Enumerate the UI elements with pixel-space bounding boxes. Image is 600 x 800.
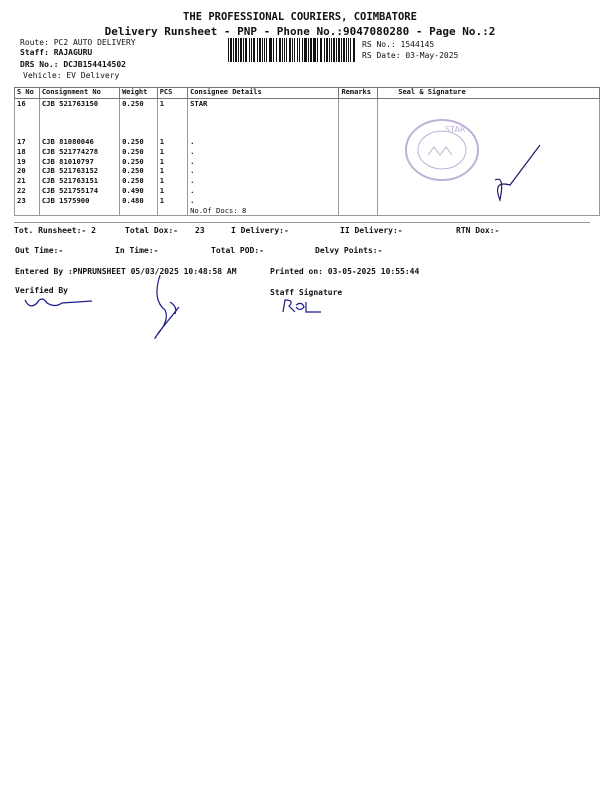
cell-sno: 22 [15,186,40,196]
cell-pcs: 1 [157,176,187,186]
printed-on: Printed on: 03-05-2025 10:55:44 [270,267,420,276]
cell-details: STAR [188,99,339,138]
staff-signature-label: Staff Signature [270,288,343,297]
verified-by: Verified By [15,286,68,295]
col-remarks: Remarks [339,88,378,99]
cell-details: . [188,186,339,196]
cell-details: . [188,157,339,167]
cell-wt: 0.250 [120,147,158,157]
cell-cn: CJB 1575900 [39,196,119,206]
ii-delivery: II Delivery:- [340,226,403,235]
delvy-points: Delvy Points:- [315,246,383,255]
in-time: In Time:- [115,246,159,255]
total-dox-value: 23 [195,226,205,235]
cell-wt: 0.250 [120,166,158,176]
tot-runsheet: Tot. Runsheet:- 2 [14,226,96,235]
cell-cn: CJB 81080046 [39,137,119,147]
cell-pcs: 1 [157,166,187,176]
cell-empty [120,206,158,216]
cell-empty [339,147,378,157]
runsheet-subtitle: Delivery Runsheet - PNP - Phone No.:9047080280 - Page No.:2 [104,25,496,38]
out-time: Out Time:- [15,246,64,255]
cell-details: . [188,166,339,176]
cell-wt: 0.250 [120,157,158,167]
route: Route: PC2 AUTO DELIVERY [20,38,136,47]
cell-sno: 19 [15,157,40,167]
rs-date: RS Date: 03-May-2025 [362,51,459,60]
cell-cn: CJB 81010797 [39,157,119,167]
cell-empty [39,206,119,216]
total-pod: Total POD:- [211,246,264,255]
company-title: THE PROFESSIONAL COURIERS, COIMBATORE [183,11,417,23]
handwritten-signature [140,272,190,347]
cell-details: . [188,176,339,186]
cell-details: . [188,147,339,157]
cell-details: . [188,196,339,206]
col-seal: Seal & Signature [378,88,600,99]
cell-details: . [188,137,339,147]
cell-wt: 0.250 [120,137,158,147]
i-delivery: I Delivery:- [231,226,289,235]
cell-pcs: 1 [157,157,187,167]
seal-stamp [400,110,550,220]
staff: Staff: RAJAGURU [20,48,93,57]
cell-sno: 20 [15,166,40,176]
cell-empty [339,186,378,196]
cell-pcs: 1 [157,196,187,206]
verifier-signature [20,290,100,315]
cell-pcs: 1 [157,147,187,157]
cell-empty [339,157,378,167]
cell-cn: CJB 521763150 [39,99,119,138]
no-of-docs: No.Of Docs: 8 [188,206,339,216]
cell-wt: 0.490 [120,186,158,196]
cell-cn: CJB 521763151 [39,176,119,186]
cell-empty [15,206,40,216]
col-sno: S No [15,88,40,99]
total-dox: Total Dox:- [125,226,178,235]
svg-text:STAR: STAR [445,125,466,134]
col-weight: Weight [120,88,158,99]
entered-by: Entered By :PNPRUNSHEET 05/03/2025 10:48:58 AM [15,267,237,276]
cell-empty [339,176,378,186]
cell-cn: CJB 521755174 [39,186,119,196]
cell-empty [339,137,378,147]
cell-sno: 18 [15,147,40,157]
cell-pcs: 1 [157,137,187,147]
col-consignee: Consignee Details [188,88,339,99]
cell-sno: 21 [15,176,40,186]
cell-sno: 17 [15,137,40,147]
cell-wt: 0.480 [120,196,158,206]
rs-no: RS No.: 1544145 [362,40,435,49]
barcode [228,38,356,62]
cell-pcs: 1 [157,99,187,138]
col-consignment: Consignment No [39,88,119,99]
cell-sno: 23 [15,196,40,206]
cell-empty [339,99,378,138]
cell-sno: 16 [15,99,40,138]
vehicle: Vehicle: EV Delivery [23,71,120,80]
drs-no: DRS No.: DCJB154414502 [20,60,126,69]
cell-cn: CJB 521763152 [39,166,119,176]
cell-empty [157,206,187,216]
cell-empty [339,166,378,176]
rtn-dox: RTN Dox:- [456,226,500,235]
cell-cn: CJB 521774278 [39,147,119,157]
col-pcs: PCS [157,88,187,99]
cell-pcs: 1 [157,186,187,196]
staff-signature [278,297,328,317]
cell-empty [339,196,378,206]
cell-wt: 0.250 [120,99,158,138]
cell-empty [339,206,378,216]
cell-wt: 0.250 [120,176,158,186]
